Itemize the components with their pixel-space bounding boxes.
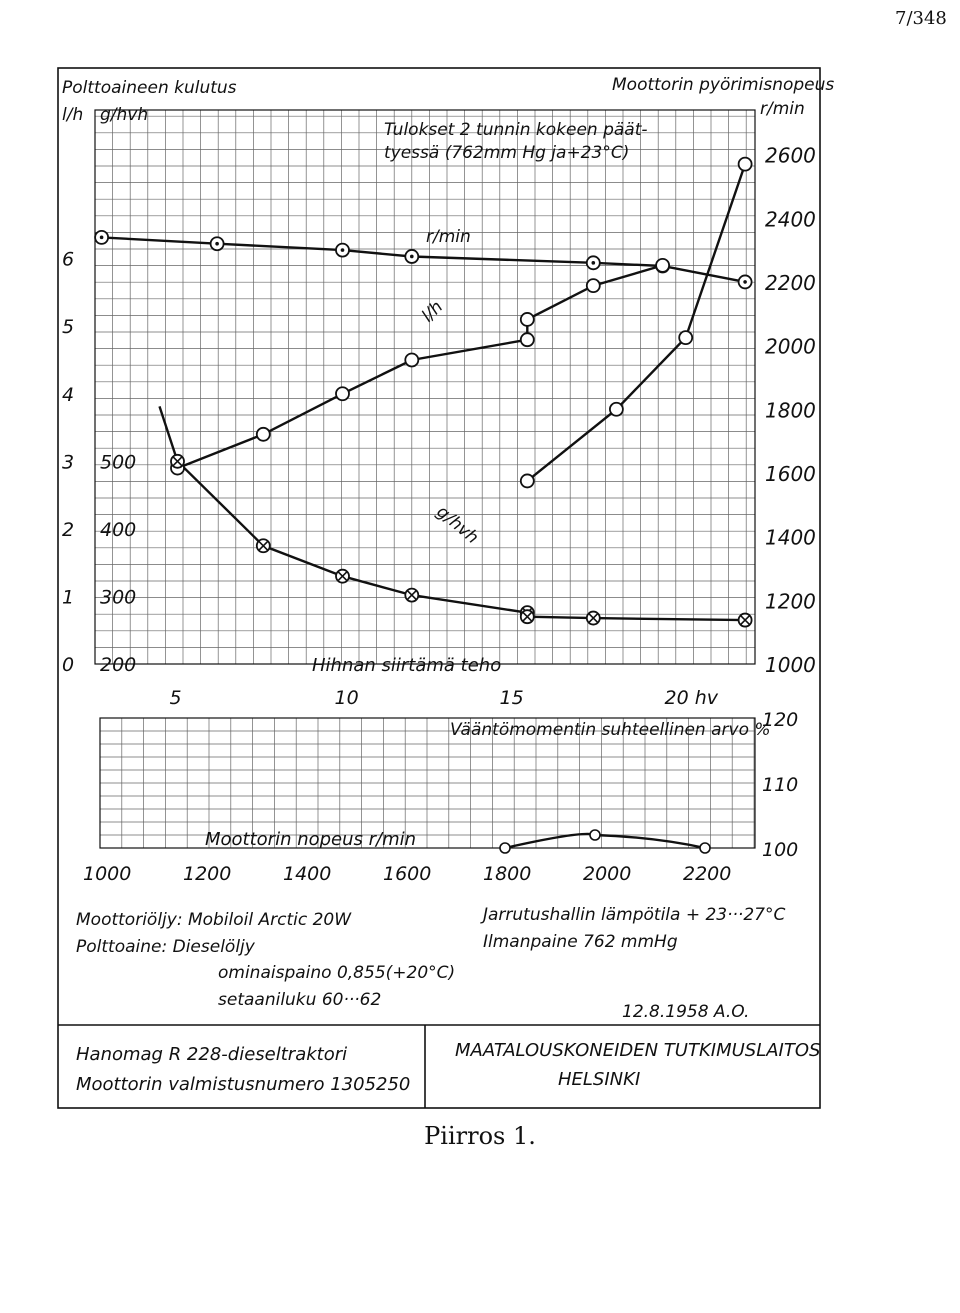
series-label-rmin: r/min xyxy=(426,227,471,247)
upper-grid xyxy=(95,110,755,664)
note-date: 12.8.1958 A.O. xyxy=(622,1002,750,1022)
left-tick-lh: 4 xyxy=(62,383,75,406)
right-tick-label: 2600 xyxy=(765,143,816,168)
page-number: 7/348 xyxy=(895,8,947,29)
lower-y-tick: 120 xyxy=(762,709,799,731)
lower-x-tick: 1200 xyxy=(183,863,232,885)
lower-y-tick: 100 xyxy=(762,839,799,861)
left-tick-lh: 0 xyxy=(62,654,75,676)
x-tick-label: 15 xyxy=(499,687,524,709)
series-point-dot xyxy=(215,242,219,246)
lower-x-tick: 1600 xyxy=(383,863,432,885)
series-3-point xyxy=(610,403,623,416)
series-3-point xyxy=(679,331,692,344)
note-line-1: Tulokset 2 tunnin kokeen päät- xyxy=(384,120,648,140)
note-oil: Moottoriöljy: Mobiloil Arctic 20W xyxy=(76,910,352,930)
series-3-curve xyxy=(527,164,745,481)
left-tick-ghvh: 500 xyxy=(100,451,137,474)
lower-series-point xyxy=(590,830,600,840)
left-tick-ghvh: 200 xyxy=(100,654,137,676)
series-2-point xyxy=(521,313,534,326)
series-point-dot xyxy=(743,280,747,284)
note-temperature: Jarrutushallin lämpötila + 23···27°C xyxy=(483,905,786,925)
note-line-2: tyessä (762mm Hg ja+23°C) xyxy=(384,143,630,163)
lower-series-point xyxy=(700,843,710,853)
left-axis-unit-ghvh: g/hvh xyxy=(100,105,149,125)
lower-series-point xyxy=(500,843,510,853)
right-tick-label: 1200 xyxy=(765,589,816,614)
right-axis-title: Moottorin pyörimisnopeus xyxy=(612,75,835,95)
lower-series-curve xyxy=(505,834,705,848)
note-fuel: Polttoaine: Dieselöljy xyxy=(76,937,255,957)
series-point-dot xyxy=(100,236,104,240)
left-axis-title: Polttoaineen kulutus xyxy=(62,78,237,98)
footer-tractor: Hanomag R 228-dieseltraktori xyxy=(76,1044,348,1065)
x-tick-label: 5 xyxy=(169,687,182,709)
lower-x-axis-title: Moottorin nopeus r/min xyxy=(205,829,417,850)
series-2-point xyxy=(587,279,600,292)
series-2-curve xyxy=(178,265,663,468)
right-tick-label: 2400 xyxy=(765,207,816,232)
footer-city: HELSINKI xyxy=(558,1069,641,1090)
left-tick-lh: 5 xyxy=(62,316,75,339)
x-tick-label: 20 hv xyxy=(664,687,719,709)
series-label-lh: l/h xyxy=(417,297,448,327)
series-2-point xyxy=(405,353,418,366)
series-label-ghvh: g/hvh xyxy=(432,501,483,549)
left-tick-lh: 3 xyxy=(62,451,75,474)
right-axis-unit: r/min xyxy=(760,99,805,119)
left-tick-lh: 1 xyxy=(62,586,75,609)
series-1-curve xyxy=(102,237,746,282)
footer-institute: MAATALOUSKONEIDEN TUTKIMUSLAITOS xyxy=(455,1040,821,1061)
right-tick-label: 1000 xyxy=(765,653,816,677)
right-tick-label: 1600 xyxy=(765,461,816,486)
footer-engine-number: Moottorin valmistusnumero 1305250 xyxy=(76,1074,411,1095)
series-point-dot xyxy=(410,255,414,259)
note-density: ominaispaino 0,855(+20°C) xyxy=(218,963,456,983)
series-point-dot xyxy=(341,248,345,252)
note-cetane: setaaniluku 60···62 xyxy=(218,990,382,1010)
right-tick-label: 2200 xyxy=(765,270,816,295)
lower-x-tick: 1000 xyxy=(83,863,132,885)
series-2-point xyxy=(521,333,534,346)
right-tick-label: 2000 xyxy=(765,334,816,359)
x-axis-title: Hihnan siirtämä teho xyxy=(312,655,502,676)
lower-x-tick: 1400 xyxy=(283,863,332,885)
note-pressure: Ilmanpaine 762 mmHg xyxy=(483,932,678,952)
x-tick-label: 10 xyxy=(334,687,359,709)
left-tick-ghvh: 400 xyxy=(100,518,137,541)
series-point-dot xyxy=(592,261,596,265)
series-2-point xyxy=(336,387,349,400)
series-3-point xyxy=(739,158,752,171)
series-2-point xyxy=(257,428,270,441)
right-tick-label: 1400 xyxy=(765,525,816,550)
lower-title: Vääntömomentin suhteellinen arvo % xyxy=(450,720,771,740)
left-tick-lh: 6 xyxy=(62,248,75,271)
left-axis-unit-lh: l/h xyxy=(62,105,84,125)
series-3-point xyxy=(521,474,534,487)
ghvh-curve-tail xyxy=(160,406,178,461)
series-2-point xyxy=(656,259,669,272)
lower-x-tick: 2200 xyxy=(683,863,732,885)
left-tick-lh: 2 xyxy=(62,518,75,541)
lower-x-tick: 1800 xyxy=(483,863,532,885)
lower-x-tick: 2000 xyxy=(583,863,632,885)
figure-caption: Piirros 1. xyxy=(424,1122,536,1150)
left-tick-ghvh: 300 xyxy=(100,586,137,609)
lower-y-tick: 110 xyxy=(762,774,799,796)
right-tick-label: 1800 xyxy=(765,398,816,423)
